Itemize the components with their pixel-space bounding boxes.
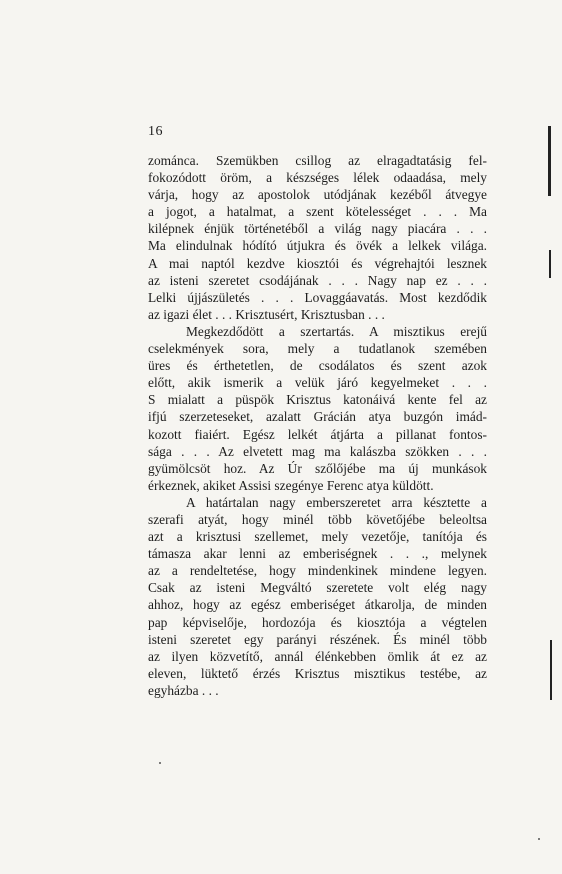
- paper-speck: [159, 762, 161, 764]
- binding-edge-mark: [550, 640, 552, 700]
- text-line: A mai naptól kezdve kiosztói és végrehajtói lesznek: [148, 255, 487, 271]
- text-line: kozott fiaiért. Egész lelkét átjárta a pillanat fontos-: [148, 426, 487, 442]
- text-line: cselekmények sora, mely a tudatlanok szemében: [148, 341, 487, 357]
- text-line: az isteni szeretet csodájának . . . Nagy nap ez . . .: [148, 272, 487, 288]
- text-line: előtt, akik ismerik a velük járó kegyelmeket . . .: [148, 375, 487, 391]
- paragraph: [148, 494, 487, 699]
- text-line: gyümölcsöt hoz. Az Úr szőlőjébe ma új munkások: [148, 460, 487, 476]
- page-number: 16: [148, 124, 163, 139]
- text-line: A határtalan nagy emberszeretet arra késztette a: [186, 494, 487, 510]
- text-line: sága . . . Az elvetett mag ma kalászba szökken . . .: [148, 443, 487, 459]
- text-line: kilépnek énjük történetéből a világ nagy piacára . . .: [148, 221, 487, 237]
- text-line: ahhoz, hogy az egész emberiséget átkarolja, de minden: [148, 597, 487, 613]
- text-line: várja, hogy az apostolok utódjának kezéből átvegye: [148, 187, 487, 203]
- text-line: szerafi atyát, hogy minél több követőjébe beleoltsa: [148, 511, 487, 527]
- text-line: egyházba . . .: [148, 682, 219, 698]
- body-text: [148, 152, 487, 699]
- text-line: fokozódott öröm, a készséges lélek odaadása, mely: [148, 170, 487, 186]
- binding-edge-mark: [549, 250, 551, 278]
- text-line: üres és érthetetlen, de csodálatos és szent azok: [148, 358, 487, 374]
- text-line: Megkezdődött a szertartás. A misztikus erejű: [186, 323, 487, 339]
- text-line: az a rendeltetése, hogy mindenkinek mindene legyen.: [148, 563, 487, 579]
- text-line: pap képviselője, hordozója és kiosztója a végtelen: [148, 614, 487, 630]
- text-line: támasza akar lenni az emberiségnek . . ., melynek: [148, 546, 487, 562]
- paragraph: [148, 323, 487, 494]
- text-line: eleven, lüktető érzés Krisztus misztikus testébe, az: [148, 665, 487, 681]
- text-line: azt a krisztusi szellemet, mely vezetője, tanítója és: [148, 529, 487, 545]
- paper-speck: [538, 838, 540, 840]
- text-line: Lelki újjászületés . . . Lovaggáavatás. Most kezdődik: [148, 289, 487, 305]
- text-line: Csak az isteni Megváltó szeretete volt elég nagy: [148, 580, 487, 596]
- binding-edge-mark: [548, 126, 551, 196]
- text-line: isteni szeretet egy parányi részének. És minél több: [148, 631, 487, 647]
- text-line: a jogot, a hatalmat, a szent kötelességet . . . Ma: [148, 204, 487, 220]
- text-line: az igazi élet . . . Krisztusért, Krisztusban . . .: [148, 306, 385, 322]
- text-line: Ma elindulnak hódító útjukra és övék a lelkek világa.: [148, 238, 487, 254]
- text-line: S mialatt a püspök Krisztus katonáivá kente fel az: [148, 392, 487, 408]
- text-line: ifjú szerzeteseket, azalatt Grácián atya buzgón imád-: [148, 409, 487, 425]
- paragraph: [148, 152, 487, 323]
- text-line: az ilyen közvetítő, annál élénkebben ömlik át ez az: [148, 648, 487, 664]
- text-line: zománca. Szemükben csillog az elragadtatásig fel-: [148, 153, 487, 168]
- text-line: érkeznek, akiket Assisi szegénye Ferenc atya küldött.: [148, 477, 434, 493]
